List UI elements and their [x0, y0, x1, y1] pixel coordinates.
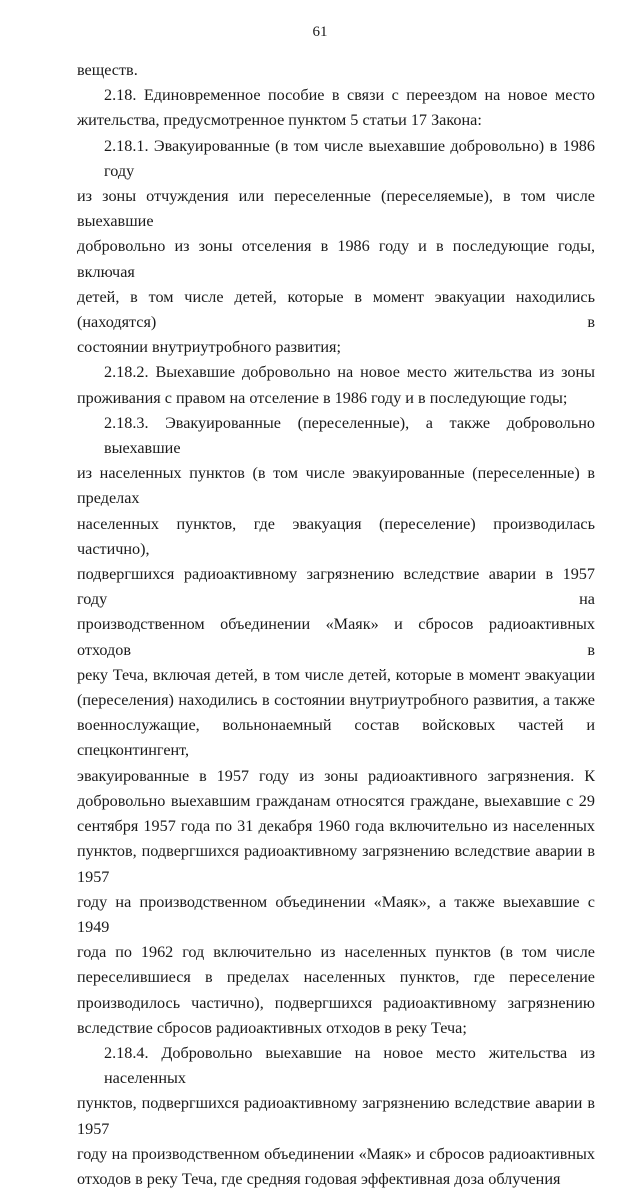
text-line: военнослужащие, вольнонаемный состав войсковых частей и спецконтингент,	[77, 716, 595, 760]
text-line: населенных пунктов, где эвакуация (переселение) производилась частично),	[77, 514, 595, 558]
text-line: эвакуированные в 1957 году из зоны радиоактивного загрязнения. К	[77, 766, 595, 785]
text-line: состоянии внутриутробного развития;	[77, 338, 342, 357]
page-number: 61	[312, 24, 328, 40]
text-line: из зоны отчуждения или переселенные (переселяемые), в том числе выехавшие	[77, 187, 595, 231]
text-line: проживания с правом на отселение в 1986 году и в последующие годы;	[77, 388, 568, 407]
text-line: 2.18. Единовременное пособие в связи с переездом на новое место	[104, 86, 595, 105]
text-line: 2.18.4. Добровольно выехавшие на новое место жительства из населенных	[104, 1043, 595, 1088]
text-line: добровольно выехавшим гражданам относятся граждане, выехавшие с 29	[77, 791, 595, 810]
paragraph	[77, 1041, 595, 1192]
text-line: вследствие сбросов радиоактивных отходов в реку Теча;	[77, 1018, 467, 1037]
paragraph	[77, 58, 595, 83]
text-line: производственном объединении «Маяк» и сбросов радиоактивных отходов в	[77, 615, 595, 659]
text-line: (переселения) находились в состоянии внутриутробного развития, а также	[77, 691, 595, 710]
paragraph	[77, 411, 595, 1041]
text-line: реку Теча, включая детей, в том числе детей, которые в момент эвакуации	[77, 665, 595, 684]
text-line: отходов в реку Теча, где средняя годовая эффективная доза облучения	[77, 1169, 561, 1188]
text-line: году на производственном объединении «Маяк», а также выехавшие с 1949	[77, 892, 595, 936]
text-line: жительства, предусмотренное пунктом 5 статьи 17 Закона:	[77, 111, 482, 130]
text-line: 2.18.1. Эвакуированные (в том числе выехавшие добровольно) в 1986 году	[104, 136, 595, 180]
paragraph	[77, 134, 595, 361]
text-line: подвергшихся радиоактивному загрязнению вследствие аварии в 1957 году на	[77, 565, 595, 609]
document-body	[77, 58, 595, 1192]
paragraph	[77, 360, 595, 410]
text-line: веществ.	[77, 61, 138, 79]
text-line: 2.18.3. Эвакуированные (переселенные), а также добровольно выехавшие	[104, 413, 595, 458]
text-line: сентября 1957 года по 31 декабря 1960 года включительно из населенных	[77, 817, 595, 836]
text-line: 2.18.2. Выехавшие добровольно на новое место жительства из зоны	[104, 363, 595, 382]
text-line: добровольно из зоны отселения в 1986 году и в последующие годы, включая	[77, 237, 595, 281]
text-line: переселившиеся в пределах населенных пунктов, где переселение	[77, 968, 595, 987]
text-line: пунктов, подвергшихся радиоактивному загрязнению вследствие аварии в 1957	[77, 842, 595, 886]
text-line: детей, в том числе детей, которые в момент эвакуации находились (находятся) в	[77, 287, 595, 332]
text-line: году на производственном объединении «Маяк» и сбросов радиоактивных	[77, 1144, 595, 1163]
text-line: производилось частично), подвергшихся радиоактивному загрязнению	[77, 993, 595, 1012]
text-line: года по 1962 год включительно из населенных пунктов (в том числе	[77, 943, 595, 962]
paragraph	[77, 83, 595, 133]
text-line: из населенных пунктов (в том числе эвакуированные (переселенные) в пределах	[77, 464, 595, 508]
text-line: пунктов, подвергшихся радиоактивному загрязнению вследствие аварии в 1957	[77, 1094, 595, 1138]
